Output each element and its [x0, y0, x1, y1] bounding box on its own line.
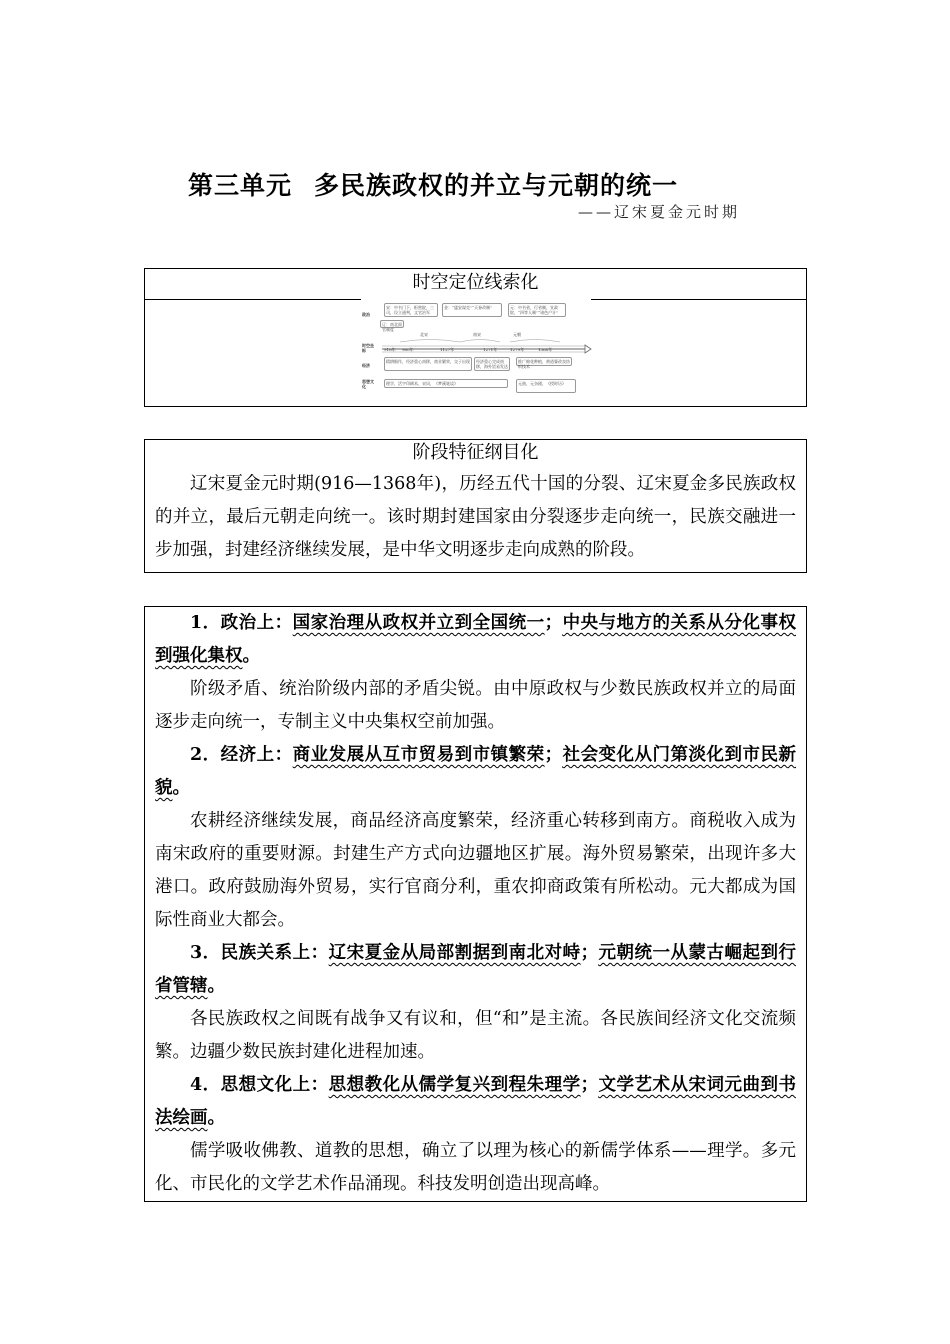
era-yuan: 元朝 — [513, 332, 521, 337]
point-3-body: 各民族政权之间既有战争又有议和，但“和”是主流。各民族间经济文化交流频繁。边疆少数民族封建化进程加速。 — [155, 1009, 796, 1062]
culture-yuan: 元曲，元杂剧，《授时历》 — [516, 379, 576, 393]
era-north-song: 北宋 — [420, 332, 428, 337]
timeline-chart — [360, 301, 595, 401]
point-1-body: 阶级矛盾、统治阶级内部的矛盾尖锐。由中原政权与少数民族政权并立的局面逐步走向统一，专制主义中央集权空前加强。 — [155, 679, 796, 732]
stage-intro: 辽宋夏金元时期(916—1368年)，历经五代十国的分裂、辽宋夏金多民族政权的并立，最后元朝走向统一。该时期封建国家由分裂逐步走向统一，民族交融进一步加强，封建经济继续发展，是中华文明逐步走向成熟的阶段。 — [155, 474, 796, 560]
year-1271: 1271年 — [483, 347, 498, 352]
politics-liao: 辽：南北面官制度 — [382, 322, 402, 332]
timeline-box — [144, 268, 807, 407]
year-1279: 1279年 — [510, 347, 525, 352]
point-4-body: 儒学吸收佛教、道教的思想，确立了以理为核心的新儒学体系——理学。多元化、市民化的文学艺术作品涌现。科技发明创造出现高峰。 — [155, 1141, 796, 1194]
year-1368: 1368年 — [538, 347, 553, 352]
unit-number: 第三单元 — [188, 171, 293, 200]
point-3-heading: 3．民族关系上：辽宋夏金从局部割据到南北对峙；元朝统一从蒙古崛起到行省管辖。 — [155, 943, 796, 996]
point-2-body: 农耕经济继续发展，商品经济高度繁荣，经济重心转移到南方。商税收入成为南宋政府的重要财源。封建生产方式向边疆地区扩展。海外贸易繁荣，出现许多大港口。政府鼓励海外贸易，实行官商分利，重农抑商政策有所松动。元大都成为国际性商业大都会。 — [155, 811, 796, 930]
stage-box — [144, 439, 807, 573]
unit-subtitle: ——辽宋夏金元时期 — [578, 203, 741, 221]
timeline-heading: 时空定位线索化 — [412, 272, 539, 293]
row-label-axis: 时空坐标 — [362, 343, 374, 353]
politics-jin: 金：“猛安谋克”“天眷改制” — [442, 303, 502, 317]
row-label-economy: 经济 — [362, 363, 370, 368]
year-916: 916年 — [384, 347, 396, 352]
points-box — [144, 606, 807, 1202]
year-1127: 1127年 — [440, 347, 455, 352]
unit-title — [188, 166, 678, 202]
economy-south-song: 经济重心完成南移，海外贸易发达 — [476, 359, 508, 369]
point-1-heading: 1．政治上：国家治理从政权并立到全国统一；中央与地方的关系从分化事权到强化集权。 — [155, 613, 797, 666]
year-960: 960年 — [402, 347, 414, 352]
timeline-arrow — [585, 345, 591, 353]
era-south-song: 南宋 — [473, 332, 481, 337]
economy-yuan: 推广棉花种植，黄道婆改良纺织技术 — [518, 359, 570, 369]
economy-song: 精耕细作，经济重心南移，商业繁荣，交子出现 — [384, 357, 472, 371]
row-label-culture: 思想文化 — [362, 379, 374, 389]
point-2-heading: 2．经济上：商业发展从互市贸易到市镇繁荣；社会变化从门第淡化到市民新貌。 — [155, 745, 797, 798]
divider-left — [145, 299, 361, 300]
point-4-heading: 4．思想文化上：思想教化从儒学复兴到程朱理学；文学艺术从宋词元曲到书法绘画。 — [155, 1075, 796, 1128]
divider-right — [591, 299, 807, 300]
politics-song: 宋：中书门下，枢密院，三司，设立通判，文官治军 — [384, 303, 438, 317]
politics-yuan: 元：中书省，行省制，宣政院，“四等人制”“诸色户计” — [508, 303, 566, 317]
culture-song: 理学，活字印刷术，宋词，《梦溪笔谈》 — [384, 379, 508, 388]
stage-heading: 阶段特征纲目化 — [412, 442, 539, 463]
unit-name: 多民族政权的并立与元朝的统一 — [314, 171, 679, 200]
row-label-politics: 政治 — [362, 312, 370, 317]
